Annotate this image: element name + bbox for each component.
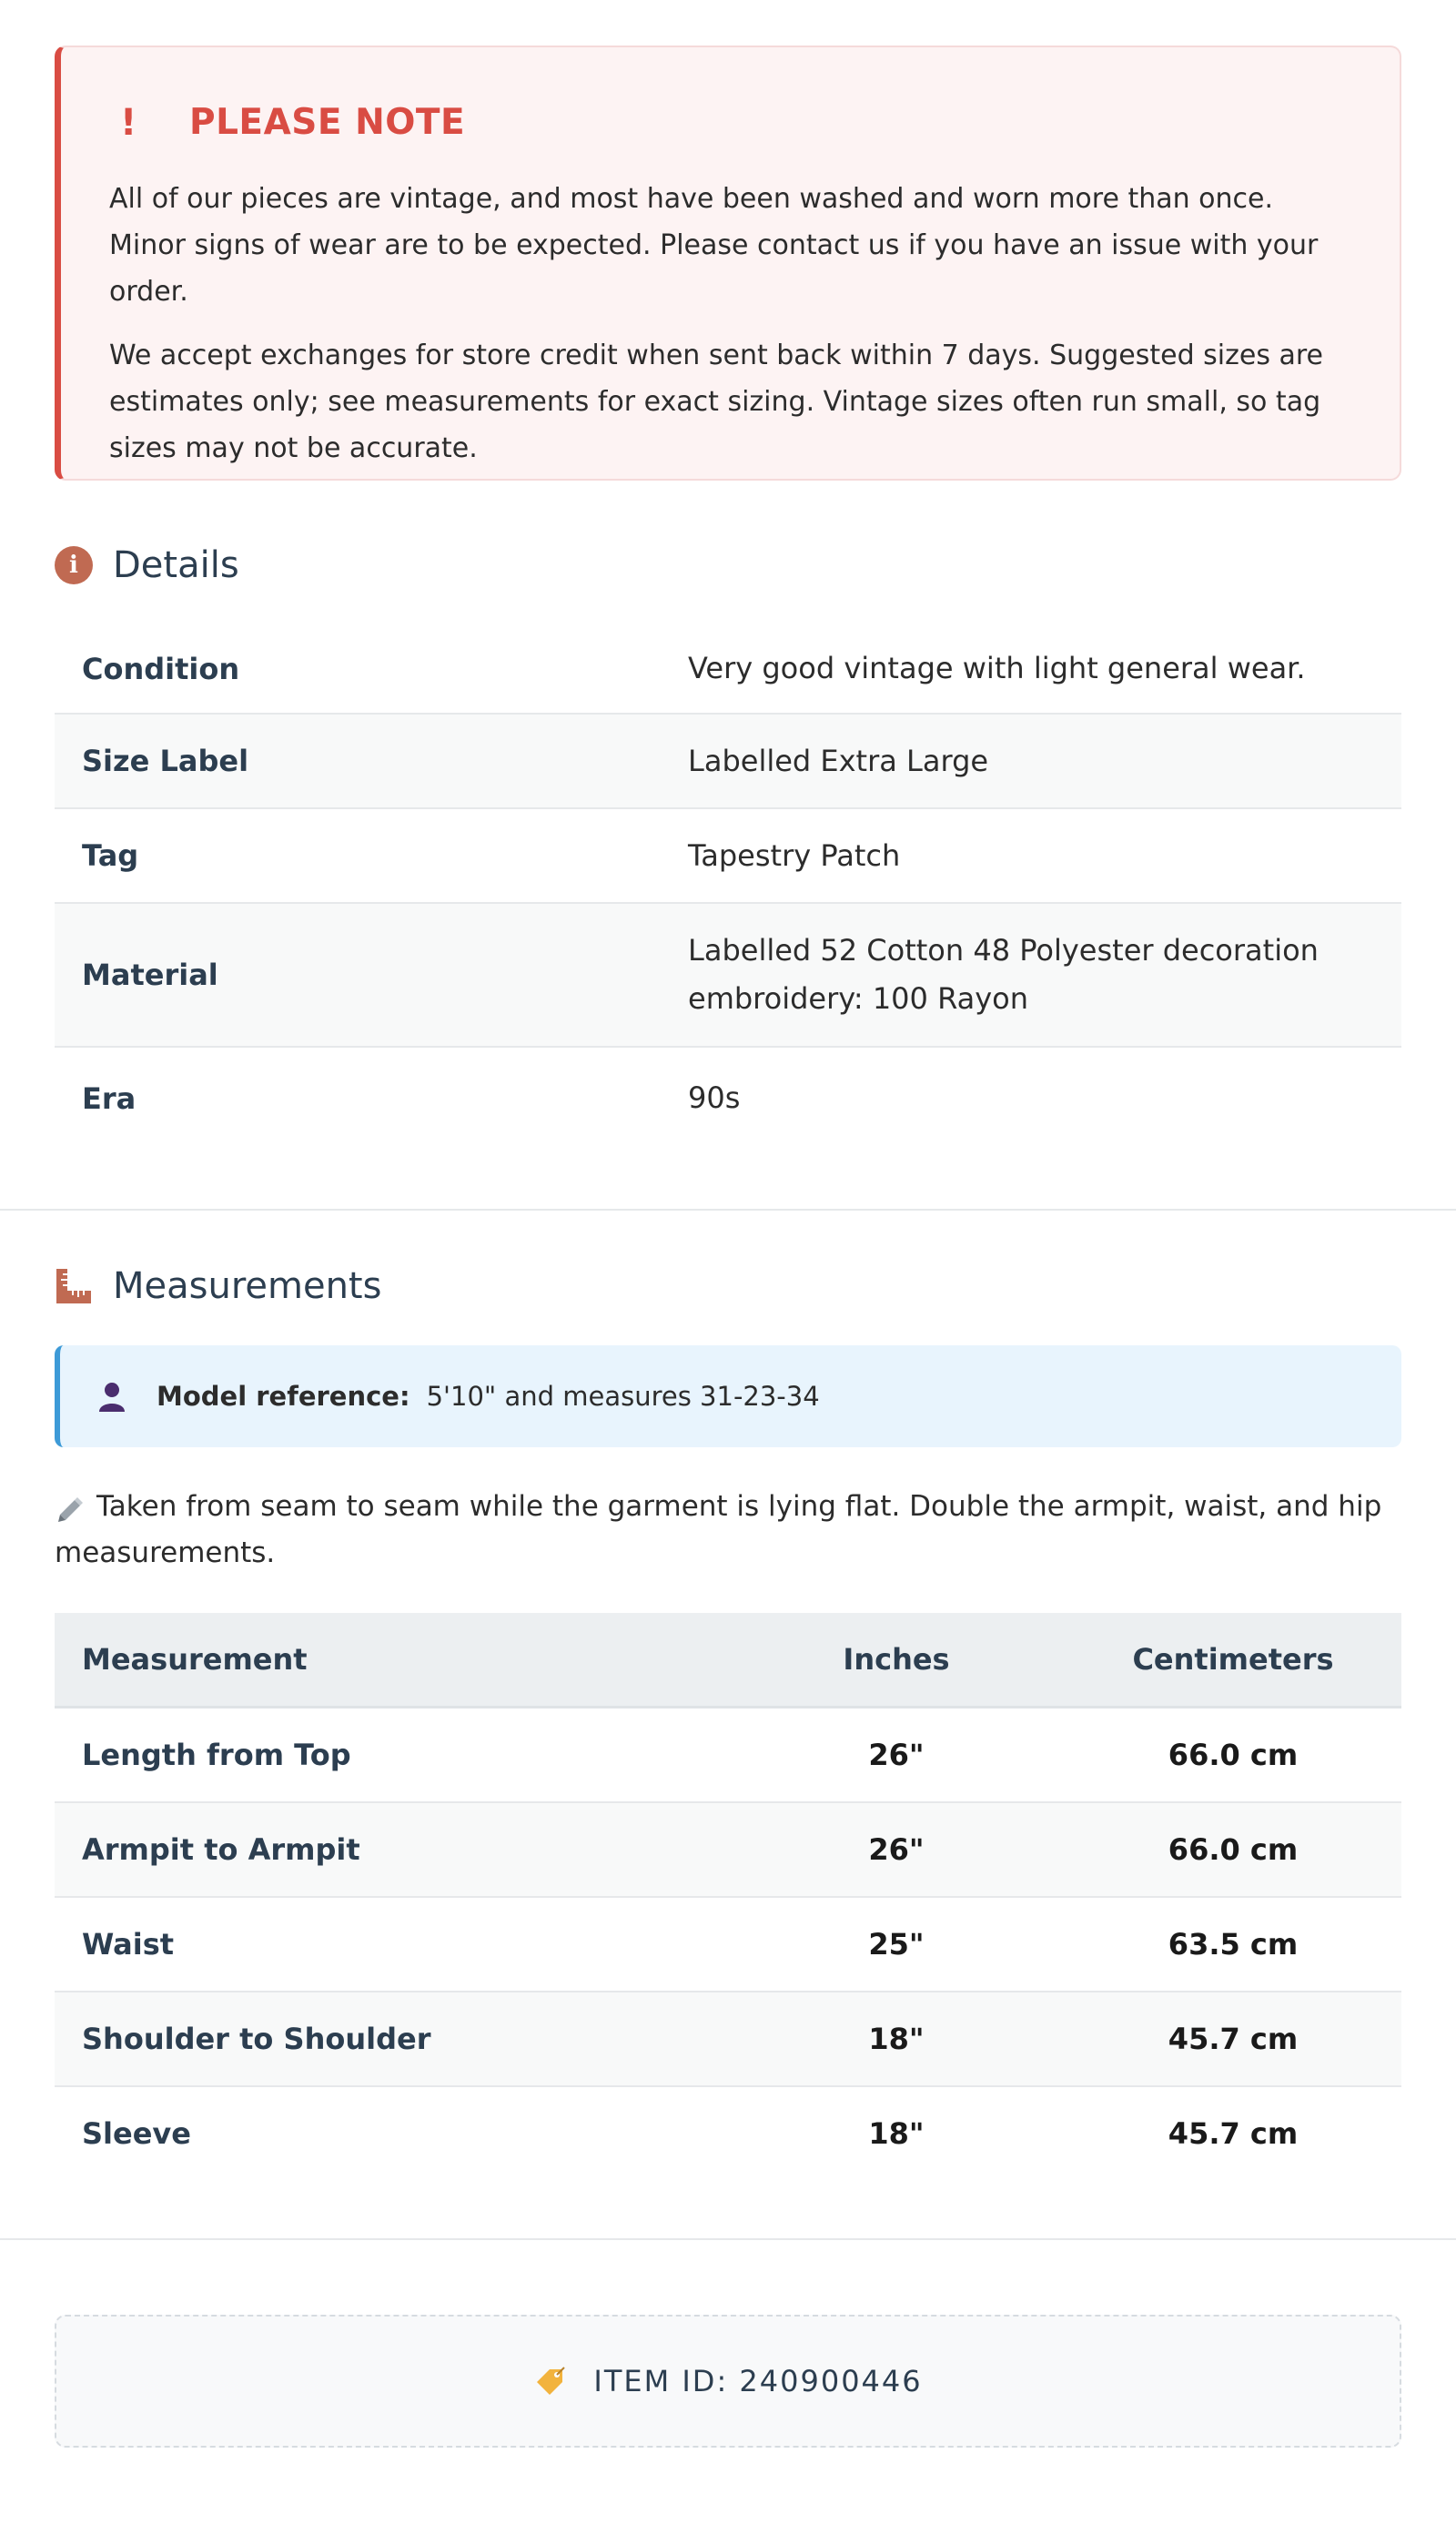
table-row bbox=[55, 903, 1401, 1047]
detail-value: Very good vintage with light general wear. bbox=[661, 624, 1401, 714]
measurements-table bbox=[55, 1613, 1401, 2180]
section-divider bbox=[0, 1209, 1456, 1211]
table-header-row bbox=[55, 1613, 1401, 1708]
tag-icon bbox=[533, 2364, 568, 2398]
table-row bbox=[55, 1992, 1401, 2086]
detail-label: Tag bbox=[55, 808, 661, 903]
measurements-title: Measurements bbox=[113, 1265, 382, 1307]
measurement-cm: 45.7 cm bbox=[1168, 2116, 1299, 2151]
note-title: PLEASE NOTE bbox=[189, 102, 466, 143]
details-table bbox=[55, 624, 1401, 1149]
please-note-box bbox=[55, 46, 1401, 481]
model-reference-value: 5'10" and measures 31-23-34 bbox=[426, 1381, 820, 1412]
measurement-cm: 66.0 cm bbox=[1065, 1802, 1401, 1897]
note-paragraph: All of our pieces are vintage, and most have been washed and worn more than once. Minor signs of wear are to be expected. Please contact us if you have an issue with your order. bbox=[109, 183, 1319, 308]
detail-label: Era bbox=[82, 1080, 136, 1116]
measurement-name: Armpit to Armpit bbox=[55, 1802, 728, 1897]
measurement-note bbox=[55, 1484, 1401, 1577]
person-icon bbox=[96, 1381, 127, 1412]
measurement-note-text: Taken from seam to seam while the garment is lying flat. Double the armpit, waist, and hip measurements. bbox=[55, 1490, 1382, 1569]
measurement-cm: 45.7 cm bbox=[1065, 1992, 1401, 2086]
detail-label: Size Label bbox=[55, 714, 661, 808]
detail-value: Labelled 52 Cotton 48 Polyester decoration embroidery: 100 Rayon bbox=[661, 903, 1401, 1047]
section-divider bbox=[0, 2238, 1456, 2240]
detail-label: Material bbox=[55, 903, 661, 1047]
table-row bbox=[55, 1897, 1401, 1992]
measurement-inches: 18" bbox=[728, 1992, 1065, 2086]
table-row bbox=[55, 1708, 1401, 1803]
measurement-cm: 63.5 cm bbox=[1065, 1897, 1401, 1992]
exclamation-icon: ! bbox=[120, 101, 137, 144]
details-header bbox=[55, 544, 1401, 586]
measurement-name: Length from Top bbox=[55, 1708, 728, 1803]
item-id-label: ITEM ID: 240900446 bbox=[593, 2364, 923, 2398]
measurement-name: Sleeve bbox=[82, 2116, 191, 2151]
column-header-inches: Inches bbox=[728, 1613, 1065, 1708]
detail-value: 90s bbox=[688, 1080, 741, 1115]
measurement-inches: 26" bbox=[728, 1708, 1065, 1803]
table-row bbox=[55, 2086, 1401, 2180]
table-row bbox=[55, 624, 1401, 714]
model-reference-label: Model reference: bbox=[157, 1381, 410, 1412]
details-title: Details bbox=[113, 544, 239, 586]
measurement-name: Shoulder to Shoulder bbox=[55, 1992, 728, 2086]
measurements-header bbox=[55, 1265, 1401, 1307]
note-paragraph: We accept exchanges for store credit when sent back within 7 days. Suggested sizes are estimates only; see measurements for exact sizing. Vintage sizes often run small, so tag sizes may not be accurate. bbox=[109, 340, 1324, 464]
column-header-centimeters: Centimeters bbox=[1065, 1613, 1401, 1708]
table-row bbox=[55, 714, 1401, 808]
note-header bbox=[109, 102, 1352, 143]
table-row bbox=[55, 808, 1401, 903]
detail-value: Labelled Extra Large bbox=[661, 714, 1401, 808]
model-reference bbox=[55, 1345, 1401, 1447]
detail-label: Condition bbox=[55, 624, 661, 714]
ruler-icon bbox=[55, 1267, 93, 1305]
column-header-measurement: Measurement bbox=[55, 1613, 728, 1708]
measurement-inches: 18" bbox=[868, 2116, 925, 2151]
measurement-inches: 26" bbox=[728, 1802, 1065, 1897]
table-row bbox=[55, 1047, 1401, 1149]
item-id-box bbox=[55, 2315, 1401, 2448]
detail-value: Tapestry Patch bbox=[661, 808, 1401, 903]
measurement-inches: 25" bbox=[728, 1897, 1065, 1992]
table-row bbox=[55, 1802, 1401, 1897]
measurement-name: Waist bbox=[55, 1897, 728, 1992]
pencil-icon bbox=[55, 1493, 86, 1524]
info-icon: i bbox=[55, 546, 93, 584]
measurement-cm: 66.0 cm bbox=[1065, 1708, 1401, 1803]
